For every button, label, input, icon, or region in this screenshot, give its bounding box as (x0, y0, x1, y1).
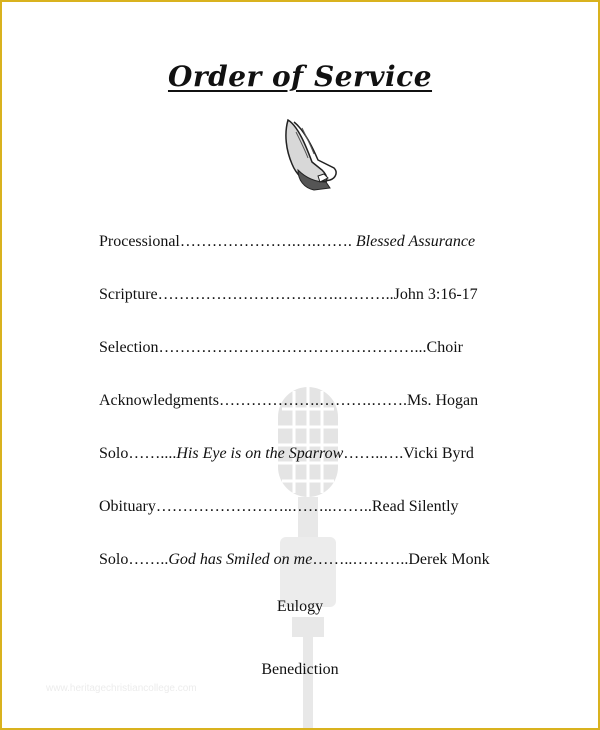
page-title: Order of Service (167, 60, 433, 93)
program-item-selection: Selection…………………………………………...Choir (99, 339, 463, 356)
program-item-obituary: Obituary……………………..……..……..Read Silently (99, 498, 459, 515)
program-item-solo-1: Solo……....His Eye is on the Sparrow……..….Vicki Byrd (99, 445, 474, 462)
program-item-processional: Processional………………….….……. Blessed Assurance (99, 233, 476, 250)
program-item-scripture: Scripture…………………………….………..John 3:16-17 (99, 286, 478, 303)
program-item-acknowledgments: Acknowledgments……………….……….…….Ms. Hogan (99, 392, 479, 409)
program-item-eulogy: Eulogy (276, 598, 324, 615)
program-item-benediction: Benediction (261, 661, 339, 678)
program-item-solo-2: Solo……..God has Smiled on me……..………..Derek Monk (99, 551, 490, 568)
praying-hands-icon (274, 116, 340, 192)
watermark-text: www.heritagechristiancollege.com (46, 683, 197, 694)
